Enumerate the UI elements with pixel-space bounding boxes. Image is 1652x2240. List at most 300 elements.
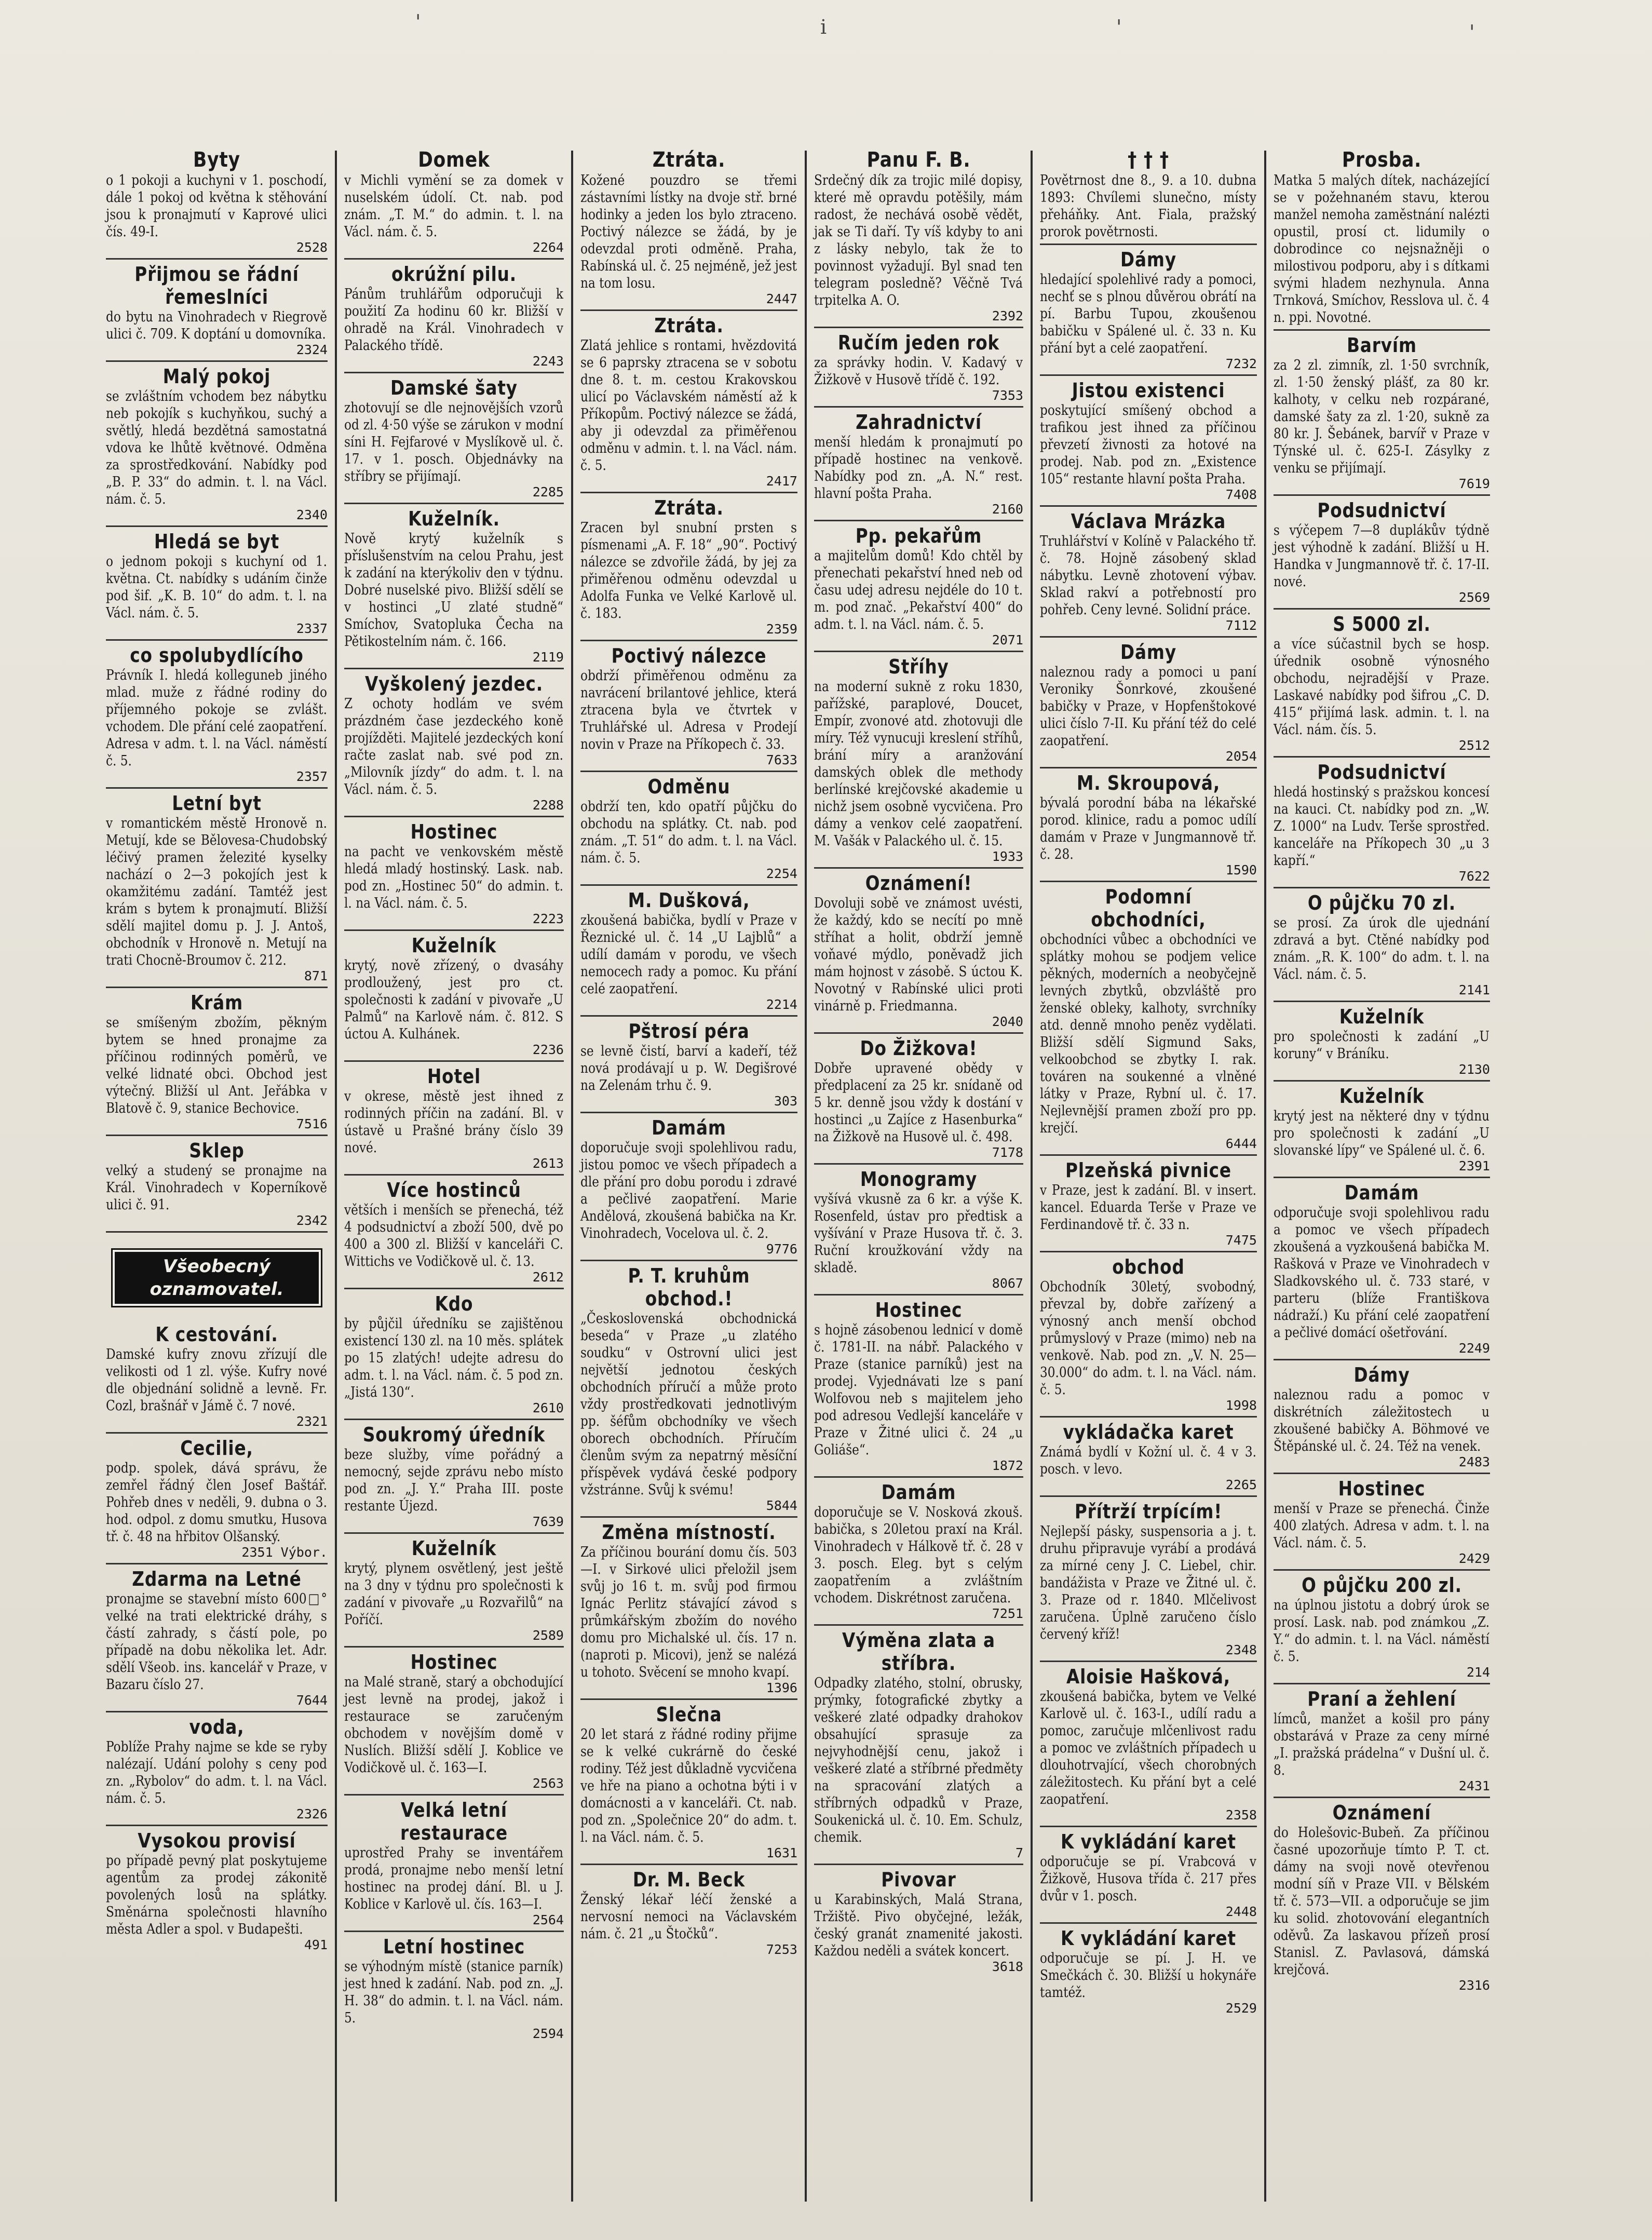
ad-code: 2528 (296, 240, 328, 255)
ad-heading: Ztráta. (652, 148, 726, 172)
classified-ad (814, 411, 1023, 521)
ad-body: naleznou rady a pomoci u paní Veroniky Šonrkové, zkoušené babičky v Praze, v Hopfenštokové ulici číslo 7-II. Ku přání též do celé zaopatření. (1040, 664, 1256, 749)
ad-body: Obchodník 30letý, svobodný, převzal by, dobře zařízený a výnosný anch menší obchod průmyslový v Praze (mimo) neb na venkově. Nab. pod zn. „V. N. 25—30.000“ do adm. t. l. na Václ. nám. č. 5. (1040, 1279, 1256, 1398)
ad-body: o 1 pokoji a kuchyni v 1. poschodí, dále 1 pokoj od května k stěhování jsou k pronajmutí v Kaprové ulici čís. 49-I. (106, 172, 327, 240)
ad-body: „Československá obchodnická beseda“ v Praze „u zlatého soudku“ v Ostrovní ulici jest největší jednotou českých obchodních příručí a může proto vždy prostředkovati jednotlivým pp. šéfům obchodníky ve všech oborech obchodních. Příručím členům svým za nepatrný měsíční příspěvek vydává české podpory vžstránne. Svůj k svému! (580, 1311, 797, 1498)
classified-ad (1040, 379, 1257, 507)
ad-body: by půjčil úředníku se zajištěnou existencí 130 zl. na 10 měs. splátek po 15 zlatých! udejte adresu do adm. t. l. na Václ. nám. č. 5 pod zn. „Jistá 130“. (344, 1316, 563, 1400)
classified-ad (1274, 148, 1490, 331)
ad-body: hledá hostinský s pražskou koncesí na kauci. Ct. nabídky pod zn. „W. Z. 1000“ na Ludv. Terše sprostřed. kanceláře na Příkopech 30 „u 3 kapří.“ (1274, 784, 1489, 869)
ad-body: se prosí. Za úrok dle ujednání zdravá a byt. Ctěné nabídky pod znám. „R. K. 100“ do adm. t. l. na Václ. nám. č. 5. (1274, 915, 1489, 982)
classified-ad (1040, 148, 1257, 245)
ad-code: 2357 (296, 769, 328, 784)
ad-heading: Zdarma na Letné (132, 1568, 302, 1590)
ad-body: Právník I. hledá kolleguneb jiného mlad. muže z řádné rodiny do příjemného pokoje se zvlášt. vchodem. Dle přání celé zaopatření. Adresa v adm. t. l. na Václ. náměstí č. 5. (106, 667, 327, 769)
classified-ad (1274, 1005, 1490, 1082)
ad-heading: Dámy (1120, 248, 1176, 271)
ad-heading: † † † (1128, 148, 1169, 172)
classified-ad (1274, 1364, 1490, 1474)
classified-ad (1274, 613, 1490, 758)
ad-code: 7232 (1225, 356, 1257, 371)
classified-ad (814, 1629, 1023, 1865)
classified-ad (1274, 1801, 1490, 1996)
ad-body: Známá bydlí v Kožní ul. č. 4 v 3. posch. v levo. (1040, 1444, 1256, 1477)
classified-ad (344, 376, 564, 504)
classified-ad (1274, 892, 1490, 1002)
ad-heading: Dámy (1353, 1364, 1410, 1386)
ad-heading: Kuželník (411, 934, 497, 957)
ad-code: 7639 (532, 1514, 564, 1529)
ad-heading: Ztráta. (654, 496, 724, 519)
ad-body: v okrese, městě jest ihned z rodinných příčin na zadání. Bl. v ústavě u Prašné brány číslo 39 nové. (344, 1088, 563, 1156)
ad-body: v romantickém městě Hronově n. Metují, kde se Bělovesa-Chudobský léčivý pramen železité kyselky nachází o 2—3 pokojích jest k okamžitému zadání. Tamtéž jest krám s bytem k pronajmutí. Bližší sdělí majitel domu p. J. J. Antoš, obchodník v Hronově n. Metují na trati Chocně-Broumov č. 212. (106, 815, 327, 968)
ad-heading: Podsudnictví (1317, 761, 1446, 784)
ad-body: podp. spolek, dává správu, že zemřel řádný člen Josef Baštář. Pohřeb dnes v neděli, 9. dubna o 3. hod. odpol. z domu smutku, Husova tř. č. 48 na hřbitov Olšanský. (106, 1460, 327, 1545)
ad-body: Za příčinou bourání domu čís. 503—I. v Sirkové ulici přeložil jsem svůj jo 16 t. m. svůj pod firmou Ignác Perlitz stávající závod s průmkářským zbožím do nového domu pro Michalské ul. čís. 17 n. (naproti p. Micovi), jenž se nalézá u tohoto. Svěcení se mnoho kvapí. (580, 1544, 797, 1680)
ad-body: Dobře upravené obědy v předplacení za 25 kr. snídaně od 5 kr. denně jsou vždy k dostání v hostinci „u Zajíce z Hasenburka“ na Žižkově na Husově ul. č. 498. (814, 1060, 1023, 1145)
ad-body: beze služby, víme pořádný a nemocný, sejde zprávu nebo místo pod zn. „J. Y.“ Praha III. poste restante Újezd. (344, 1447, 563, 1514)
classified-ad (344, 1292, 564, 1420)
ad-code: 2429 (1458, 1551, 1490, 1566)
margin-mark: ' (415, 10, 421, 33)
ad-body: uprostřed Prahy se inventářem prodá, pronajme nebo menší letní hostinec na prodej dání. Bl. u J. Koblice v Karlově ul. čís. 163—I. (344, 1845, 563, 1912)
classified-ad (580, 148, 797, 311)
ad-code: 2610 (532, 1400, 564, 1415)
classified-ad (344, 672, 564, 817)
classified-ad (1040, 1256, 1257, 1418)
ad-heading: obchod (1112, 1256, 1185, 1278)
ad-heading: Vyškolený jezdec. (364, 672, 544, 695)
ad-code: 2264 (532, 240, 564, 255)
ad-code: 2321 (296, 1414, 328, 1429)
classified-ad (580, 775, 797, 886)
ad-heading: Malý pokoj (163, 365, 271, 388)
ad-code: 1396 (766, 1680, 797, 1695)
classified-ad (1040, 1927, 1257, 2019)
ad-code: 8067 (992, 1276, 1023, 1291)
ad-heading: Soukromý úředník (362, 1423, 546, 1446)
ad-code: 7253 (766, 1942, 797, 1957)
ad-code: 2358 (1225, 1807, 1257, 1823)
ad-code: 7475 (1225, 1233, 1257, 1248)
ad-body: a majitelům domů! Kdo chtěl by přenechati pekařství hned neb od času udej adresu nejdéle do 10 t. m. pod znač. „Pekařství 400“ do adm. t. l. na Václ. nám. č. 5. (814, 548, 1023, 632)
classified-ad (106, 644, 328, 789)
ad-heading: Přijmou se řádní řemeslníci (134, 263, 299, 308)
classified-ad (106, 1139, 328, 1233)
ad-code: 2447 (766, 291, 797, 306)
classified-ad (106, 1829, 328, 1955)
classified-ad (344, 1537, 564, 1648)
ad-body: Poblíže Prahy najme se kde se ryby nalézají. Udání polohy s ceny pod zn. „Rybolov“ do adm. t. l. na Václ. nám. č. 5. (106, 1739, 327, 1806)
ad-body: se výhodným místě (stanice parník) jest hned k zadání. Nab. pod zn. „J. H. 38“ do admin. t. l. na Václ. nám. 5. (344, 1959, 563, 2026)
ad-heading: Více hostinců (387, 1179, 521, 1202)
ad-code: 2254 (766, 866, 797, 881)
ad-body: odporučuje se pí. Vrabcová v Žižkově, Husova třída č. 217 přes dvůr v 1. posch. (1040, 1854, 1256, 1904)
ad-heading: Letní byt (172, 792, 262, 815)
classified-ad (344, 934, 564, 1062)
classified-ad (344, 1065, 564, 1176)
ad-code: 2243 (532, 354, 564, 369)
ad-heading: K cestování. (155, 1323, 278, 1346)
classified-ad (1040, 1421, 1257, 1497)
ad-code: 2288 (532, 798, 564, 813)
ad-heading: Hostinec (1338, 1477, 1426, 1500)
column-3 (573, 148, 805, 2204)
ad-body: do Holešovic-Bubeň. Za příčinou časné upozorňuje tímto P. T. ct. dámy na svoji nově otevřenou modní síň v Praze VII. v Bělském tř. č. 573—VII. a odporučuje se jim ku solid. zhotovování elegantních oděvů. Za laskavou přízeň prosí Stanisl. Z. Pavlasová, dámská krejčová. (1274, 1825, 1489, 1978)
ad-code: 2483 (1458, 1454, 1490, 1469)
ad-code: 2214 (766, 997, 797, 1012)
classified-ad (580, 1521, 797, 1700)
ad-heading: Hledá se byt (154, 530, 280, 553)
ad-body: na pacht ve venkovském městě hledá mladý hostinský. Lask. nab. pod zn. „Hostinec 50“ do admin. t. l. na Václ. nám. č. 5. (344, 844, 563, 911)
column-1 (99, 148, 335, 2204)
ad-code: 491 (304, 1937, 328, 1952)
ad-code: 2359 (766, 622, 797, 637)
ad-body: s výčepem 7—8 duplákův týdně jest výhodně k zadání. Bližší u H. Handka v Jungmannově tř. č. 17-II. nové. (1274, 522, 1489, 590)
ad-heading: Sklep (189, 1139, 245, 1162)
ad-code: 9776 (766, 1242, 797, 1257)
ad-heading: Výměna zlata a stříbra. (842, 1629, 995, 1675)
section-banner: Všeobecný oznamovatel. (111, 1248, 322, 1307)
classified-ad (580, 1264, 797, 1518)
classified-ad (106, 1437, 328, 1564)
ad-heading: Hostinec (875, 1299, 963, 1321)
classified-ad (814, 1299, 1023, 1478)
ad-body: krytý, nově zřízený, o dvasáhy prodloužený, jest pro ct. společnosti k zadání v pivovaře „U Palmů“ na Karlově nám. č. 812. S úctou A. Kulhánek. (344, 957, 563, 1042)
ad-body: naleznou radu a pomoc v diskrétních záležitostech u zkoušené babičky A. Böhmové ve Štěpánské ul. č. 24. Též na venek. (1274, 1387, 1489, 1454)
classified-ad (1274, 761, 1490, 888)
ad-heading: M. Dušková, (628, 889, 750, 912)
classified-ad (344, 1935, 564, 2044)
ad-code: 2351 Výbor. (241, 1545, 328, 1560)
classified-ad (814, 148, 1023, 328)
ad-heading: Krám (191, 991, 243, 1014)
ad-heading: Damám (1344, 1181, 1419, 1204)
ad-code: 2589 (532, 1628, 564, 1643)
ad-heading: Poctivý nálezce (611, 644, 767, 667)
ad-body: o jednom pokoji s kuchyní od 1. května. Ct. nabídky s udáním činže pod šif. „K. B. 10“ do adm. t. l. na Václ. nám. č. 5. (106, 554, 327, 621)
ad-code: 2612 (532, 1270, 564, 1285)
ad-heading: Prosba. (1342, 148, 1422, 172)
ad-body: hledající spolehlivé rady a pomoci, nechť se s plnou důvěrou obrátí na pí. Barbu Tupou, zkoušenou babičku v Spálené ul. č. 33 n. Ku přání byt a celé zaopatření. (1040, 272, 1256, 356)
ad-heading: okrúžní pilu. (391, 263, 517, 286)
ad-heading: K vykládání karet (1061, 1927, 1236, 1950)
classified-ad (1040, 641, 1257, 768)
classified-ad (106, 792, 328, 988)
ad-body: Odpadky zlatého, stolní, obrusky, prýmky, fotografické zbytky a veškeré zlaté odpadky drahokov obsahující sprasuje za nejvyhodnější cenu, jakož i veškeré zlaté a stříbrné předměty na spracování zlatých a stříbrných odpadků v Praze, Soukenická ul. č. 10. Em. Schulz, chemik. (814, 1675, 1023, 1845)
ad-code: 1590 (1225, 862, 1257, 878)
classified-ad (344, 507, 564, 669)
ad-code: 2119 (532, 650, 564, 665)
ad-body: 20 let stará z řádné rodiny přijme se k velké cukrárně do české rodiny. Též jest důkladně vycvičena ve hře na piano a ochotna býti i v domácnosti a v kanceláři. Ct. nab. pod zn. „Společnice 20“ do adm. t. l. na Václ. nám. č. 5. (580, 1726, 797, 1845)
ad-code: 7644 (296, 1693, 328, 1708)
classified-ad (106, 530, 328, 641)
ad-heading: Podsudnictví (1317, 499, 1446, 522)
ad-body: obdrží ten, kdo opatří půjčku do obchodu na splátky. Ct. nab. pod znám. „T. 51“ do adm. t. l. na Václ. nám. č. 5. (580, 799, 797, 866)
top-margin (0, 0, 1652, 119)
ad-code: 1933 (992, 849, 1023, 864)
classified-ad (106, 991, 328, 1136)
classified-ad (580, 1868, 797, 1960)
ad-body: Damské kufry znovu zřízují dle velikosti od 1 zl. výše. Kufry nové dle objednání solidně a levně. Fr. Cozl, brašnář v Jámě č. 7 nové. (106, 1346, 327, 1414)
column-4 (807, 148, 1031, 2204)
ad-code: 1631 (766, 1845, 797, 1860)
classified-ad (580, 496, 797, 641)
classified-ad (1274, 1181, 1490, 1360)
ad-code: 2569 (1458, 590, 1490, 605)
ad-heading: Damám (652, 1116, 726, 1139)
ad-code: 2285 (532, 484, 564, 500)
ad-body: menší v Praze se přenechá. Činže 400 zlatých. Adresa v adm. t. l. na Václ. nám. č. 5. (1274, 1501, 1489, 1551)
ad-heading: K vykládání karet (1061, 1830, 1236, 1853)
classified-ad (1040, 885, 1257, 1156)
ad-body: obdrží přiměřenou odměnu za navrácení brilantové jehlice, která ztracena byla ve čtvrtek v Truhlářské ul. Adresa v Prodejí novin v Praze na Příkopech č. 33. (580, 668, 797, 752)
classified-ad (1040, 1500, 1257, 1662)
margin-mark: ' (1116, 16, 1122, 38)
ad-heading: Kuželník (1339, 1085, 1425, 1108)
ad-heading: Do Žižkova! (860, 1037, 978, 1060)
ad-heading: Hostinec (410, 1651, 498, 1674)
ad-code: 2160 (992, 502, 1023, 517)
ad-heading: Jistou existenci (1072, 379, 1225, 402)
ad-code: 2326 (296, 1806, 328, 1821)
ad-code: 1872 (992, 1458, 1023, 1473)
ad-code: 2316 (1458, 1978, 1490, 1993)
classified-ad (580, 644, 797, 772)
ad-heading: Kuželník. (408, 507, 500, 530)
classified-ad (344, 820, 564, 931)
ad-heading: voda, (189, 1716, 245, 1738)
ad-body: v Michli vymění se za domek v nuselském údolí. Ct. nab. pod znám. „T. M.“ do admin. t. l. na Václ. nám. č. 5. (344, 172, 563, 240)
ad-body: menší hledám k pronajmutí po případě hostinec na venkově. Nabídky pod zn. „A. N.“ rest. hlavní pošta Praha. (814, 434, 1023, 502)
ad-body: obchodníci vůbec a obchodníci ve splátky mohou se podjem velice pěkných, moderních a neobyčejně levných zbytků, obzvláště pro ženské obleky, kalhoty, svrchníky atd. denně mnoho peněz vydělati. Bližší sdělí Sigmund Saks, velkoobchod se zbytky I. rak. továren na soukenné a vlněné látky v Praze, Rybní ul. č. 17. Nejlevnější pramen zboží pro pp. krejčí. (1040, 932, 1256, 1136)
classified-ad (814, 524, 1023, 652)
ad-code: 2431 (1458, 1778, 1490, 1793)
ad-body: krytý jest na některé dny v týdnu pro společnosti k zadání „U slovanské lípy“ ve Spálené ul. č. 6. (1274, 1108, 1489, 1158)
ad-code: 2340 (296, 507, 328, 522)
ad-code: 2071 (992, 632, 1023, 647)
ad-code: 7619 (1458, 476, 1490, 491)
ad-body: zkoušená babička, bytem ve Velké Karlově ul. č. 163-I., udílí radu a pomoc, zaručuje mlčenlivost radu a pomoc ve zvláštních případech u dlouhotrvající, všech chorobných záležitostech. Ku přání byt a celé zaopatření. (1040, 1689, 1256, 1807)
ad-code: 2223 (532, 911, 564, 926)
ad-body: za 2 zl. zimník, zl. 1·50 svrchník, zl. 1·50 ženský plášť, za 80 kr. kalhoty, v celku neb rozpárané, damské šaty za zl. 1·20, sukně za 80 kr. J. Šebánek, barvíř v Praze v Týnské ul. č. 625-I. Zásylky z venku se přijímají. (1274, 357, 1489, 476)
ad-code: 2236 (532, 1042, 564, 1057)
ad-heading: Dámy (1120, 641, 1176, 664)
ad-body: krytý, plynem osvětlený, jest ještě na 3 dny v týdnu pro společnosti k zadání v pivovaře „u Rozvařilů“ na Poříčí. (344, 1560, 563, 1628)
ad-heading: Stříhy (888, 655, 949, 678)
ad-code: 2594 (532, 2026, 564, 2041)
classified-ad (1040, 1159, 1257, 1252)
classified-ad (1040, 510, 1257, 638)
ad-body: Srdečný dík za trojic milé dopisy, které mě opravdu potěšily, mám radost, že nechává osobě vědět, jak se Ti daří. Ty víš kdyby to ani z lásky nebylo, tak že to povinnost vyžadují. Byl snad ten telegram posledně? Věčně Tvá trpitelka A. O. (814, 172, 1023, 308)
ad-heading: Přítrží trpícím! (1074, 1500, 1223, 1523)
ad-heading: Podomní obchodníci, (1091, 885, 1206, 931)
ad-code: 7112 (1225, 618, 1257, 633)
classified-ad (1274, 334, 1490, 496)
ad-code: 2613 (532, 1156, 564, 1171)
ad-heading: Kuželník (411, 1537, 497, 1560)
ad-heading: M. Skroupová, (1076, 772, 1221, 794)
ad-code: 2265 (1225, 1477, 1257, 1492)
ad-body: límců, manžet a košil pro pány obstarává v Praze za ceny mírné „I. pražská prádelna“ v Dušní ul. č. 8. (1274, 1711, 1489, 1778)
classified-ad (1040, 772, 1257, 882)
ad-body: Nejlepší pásky, suspensoria a j. t. druhu připravuje vyrábí a prodává za mírné ceny J. C. Liebel, chir. bandážista v Praze ve Žitné ul. č. 3. Praze od r. 1840. Mlčelivost zaručena. Úplně zaručeno číslo červený kříž! (1040, 1523, 1256, 1642)
ad-code: 2130 (1458, 1062, 1490, 1077)
ad-body: Matka 5 malých dítek, nacházející se v požehnaném stavu, kterou manžel nemoha zaměstnání nalézti opustil, prosí ct. lidumily o dobrodince co nejsnažněji o milostivou podporu, aby i s dítkami svými hladem nezhynula. Anna Trnková, Smíchov, Resslova ul. č. 4 n. ppi. Novotné. (1274, 172, 1489, 326)
ad-code: 2529 (1225, 2001, 1257, 2016)
ad-code: 5844 (766, 1498, 797, 1513)
ad-heading: Václava Mrázka (1071, 510, 1226, 533)
ad-heading: Oznámení (1332, 1801, 1431, 1824)
ad-code: 214 (1466, 1665, 1490, 1680)
ad-body: na moderní sukně z roku 1830, pařížské, paraplové, Doucet, Empír, zvonové atd. zhotovuji dle míry. Též vynucuji kreslení stříhů, brání míry a aranžování damských oblek dle methody berlínské krejčovské akademie u nichž jsem osobně vycvičena. Pro dámy a venkov celé zaopatření. M. Vašák v Palackého ul. č. 15. (814, 679, 1023, 849)
ad-heading: Plzeňská pivnice (1065, 1159, 1231, 1182)
ad-code: 2564 (532, 1912, 564, 1927)
classified-ad (814, 331, 1023, 408)
classified-ad (1274, 1085, 1490, 1178)
ad-body: na Malé straně, starý a obchodující jest levně na prodej, jakož i restaurace se zaručeným obchodem v novějším domě v Nuslích. Bližší sdělí J. Koblice ve Vodičkově ul. č. 163—I. (344, 1674, 563, 1776)
ad-body: Truhlářství v Kolíně v Palackého tř. č. 78. Hojně zásobený sklad nábytku. Levně zhotovení výbav. Sklad rakví a potřebností pro pohřeb. Ceny levné. Solidní práce. (1040, 533, 1256, 618)
classified-ad (106, 148, 328, 260)
ad-code: 303 (774, 1094, 797, 1109)
ad-body: vyšívá vkusně za 6 kr. a výše K. Rosenfeld, ústav pro předtisk a vyšívání v Praze Husova tř. č. 3. Ruční kroužkování vždy na skladě. (814, 1191, 1023, 1276)
ad-heading: Byty (193, 148, 240, 172)
ad-heading: Aloisie Hašková, (1066, 1665, 1231, 1688)
classified-ad (106, 1323, 328, 1434)
ad-heading: Pštrosí péra (628, 1020, 750, 1043)
classified-ad (1274, 1477, 1490, 1571)
column-2 (337, 148, 571, 2204)
classified-ad (1040, 248, 1257, 376)
ad-body: se zvláštním vchodem bez nábytku neb pokojík s kuchyňkou, suchý a světlý, hledá bezdětná samostatná vdova ke lhůtě květnové. Odměna za sprostředkování. Nabídky pod „B. P. 33“ do admin. t. l. na Václ. nám. č. 5. (106, 388, 327, 507)
ad-heading: S 5000 zl. (1333, 613, 1431, 636)
classified-ad (106, 1568, 328, 1712)
ad-code: 7353 (992, 388, 1023, 403)
ad-body: Povětrnost dne 8., 9. a 10. dubna 1893: Chvílemi slunečno, místy přeháňky. Ant. Fiala, pražský prorok povětrnosti. (1040, 172, 1256, 240)
ad-heading: Hotel (427, 1065, 481, 1088)
ad-heading: Kuželník (1339, 1005, 1425, 1028)
ad-code: 7516 (296, 1116, 328, 1131)
ad-body: bývalá porodní bába na lékařské porod. klinice, radu a pomoc udílí damám v Praze v Jungmannově tř. č. 28. (1040, 795, 1256, 862)
ad-body: velký a studený se pronajme na Král. Vinohradech v Koperníkově ulici č. 91. (106, 1163, 327, 1213)
ad-heading: Damské šaty (390, 376, 518, 399)
ad-heading: Hostinec (410, 820, 498, 843)
ad-heading: Barvím (1347, 334, 1417, 357)
ad-heading: Praní a žehlení (1307, 1688, 1456, 1710)
ad-heading: Ztráta. (654, 314, 724, 337)
ad-code: 7622 (1458, 869, 1490, 884)
ad-heading: Dr. M. Beck (632, 1868, 746, 1891)
ad-code: 3618 (992, 1959, 1023, 1974)
classified-ad (814, 1037, 1023, 1165)
ad-heading: Odměnu (647, 775, 730, 798)
ad-heading: Letní hostinec (383, 1935, 525, 1958)
ad-body: po případě pevný plat poskytujeme agentům za prodej zákonitě povolených losů na splátky. Směnárna společnosti hlavního města Adler a spol. v Budapešti. (106, 1853, 327, 1937)
ad-heading: Vysokou provisí (138, 1829, 296, 1852)
ad-code: 2348 (1225, 1642, 1257, 1657)
classified-ad (344, 1423, 564, 1534)
ad-body: a více súčastnil bych se hosp. úřednik osobně výnosného obchodu, nejradější v Praze. Laskavé nabídky pod šifrou „C. D. 415“ přijímá lask. admin. t. l. na Václ. nám. čís. 5. (1274, 636, 1489, 738)
ad-heading: O půjčku 200 zl. (1302, 1574, 1462, 1597)
ad-body: u Karabinských, Malá Strana, Tržiště. Pivo obyčejné, ležák, český granát znamenité jakosti. Každou neděli a svátek koncert. (814, 1892, 1023, 1959)
classified-ad (344, 263, 564, 373)
ad-body: odporučuje se pí. J. H. ve Smečkách č. 30. Bližší u hokynáře tamtéž. (1040, 1950, 1256, 2001)
ad-heading: Pivovar (881, 1868, 956, 1891)
ad-code: 2337 (296, 621, 328, 636)
ad-heading: Cecilie, (180, 1437, 253, 1460)
ad-body: na úplnou jistotu a dobrý úrok se prosí. Lask. nab. pod známkou „Z. Y.“ do admin. t. l. na Václ. náměstí č. 5. (1274, 1597, 1489, 1665)
ad-heading: Slečna (656, 1703, 722, 1726)
ad-body: Nově krytý kuželník s příslušenstvím na celou Prahu, jest k zadání na kterýkoliv den v týdnu. Dobré nuselské pivo. Bližší sdělí se v hostinci „U zlaté studně“ Smíchov, Svatopluka Čecha na Pětikostelním nám. č. 166. (344, 531, 563, 650)
ad-body: do bytu na Vinohradech v Riegrově ulici č. 709. K doptání u domovníka. (106, 309, 327, 342)
ad-body: Dovoluji sobě ve známost uvésti, že každý, kdo se necítí po mně stříhat a holit, obdrží jemně voňavé mýdlo, poněvadž jich mám hojnost v zásobě. S úctou K. Novotný v Rabínské ulici proti vinárně p. Friedmanna. (814, 895, 1023, 1014)
ad-code: 871 (304, 968, 328, 983)
ad-heading: Změna místností. (602, 1521, 776, 1544)
classified-ad (106, 1716, 328, 1826)
ad-body: doporučuje svoji spolehlivou radu, jistou pomoc ve všech případech a dle přání pro dobu porodu i zdravé a pečlivé zaopatření. Marie Andělová, zkoušená babička na Kr. Vinohradech, Vocelova ul. č. 2. (580, 1140, 797, 1242)
ad-body: s hojně zásobenou lednicí v domě č. 1781-II. na nábř. Palackého v Praze (stanice parníků) jest na prodej. Vyjednávati lze s paní Wolfovou neb s majitelem jeho pod adresou Vedlejší kanceláře v Praze v Žitné ulici č. 24 „u Goliáše“. (814, 1322, 1023, 1458)
ad-code: 2040 (992, 1014, 1023, 1029)
classified-ad (580, 1703, 797, 1865)
classified-ad (1274, 1688, 1490, 1798)
ad-code: 2054 (1225, 749, 1257, 764)
ad-body: se smíšeným zbožím, pěkným bytem se hned pronajme za příčinou rodinných poměrů, ve velké lidnaté obci. Obchod jest výtečný. Bližší ul Ant. Jeřábka v Blatově č. 9, stanice Bechovice. (106, 1015, 327, 1116)
ad-body: v Praze, jest k zadání. Bl. v insert. kancel. Eduarda Terše v Praze ve Ferdinandově tř. č. 33 n. (1040, 1182, 1256, 1233)
column-6 (1266, 148, 1497, 2204)
ad-body: Pánům truhlářům odporučuji k použití Za hodinu 60 kr. Bližší v ohradě na Král. Vinohradech v Palackého třídě. (344, 286, 563, 354)
ad-code: 2324 (296, 342, 328, 357)
ad-heading: vykládačka karet (1063, 1421, 1234, 1443)
classified-ad (814, 1168, 1023, 1296)
classified-ad (344, 1179, 564, 1289)
ad-code: 2448 (1225, 1904, 1257, 1919)
classified-ad (814, 1868, 1023, 1977)
classified-ad (814, 872, 1023, 1034)
classified-ad (814, 655, 1023, 869)
ad-heading: Monogramy (860, 1168, 978, 1191)
ad-code: 2417 (766, 474, 797, 489)
ad-code: 2392 (992, 308, 1023, 323)
ad-body: doporučuje se V. Nosková zkouš. babička, s 20letou praxí na Král. Vinohradech v Hálkově tř. č. 28 v 3. posch. Eleg. byt s celým zaopatřením a zvláštním vchodem. Diskrétnost zaručena. (814, 1504, 1023, 1606)
column-5 (1033, 148, 1264, 2204)
ad-code: 2342 (296, 1213, 328, 1228)
ad-body: Zracen byl snubní prsten s písmenami „A. F. 18“ „90“. Poctivý nálezce se zdvořile žádá, by jej za přiměřenou odměnu odevzdal u Adolfa Funka ve Velké Karlově ul. č. 183. (580, 520, 797, 622)
ad-body: poskytující smíšený obchod a trafikou jest ihned za příčinou převzetí živnosti za hotové na prodej. Nab. pod zn. „Existence 105“ restante hlavní pošta Praha. (1040, 402, 1256, 487)
classified-ad (580, 1020, 797, 1113)
ad-heading: Oznámení! (865, 872, 972, 895)
ad-code: 7633 (766, 752, 797, 767)
ad-code: 2249 (1458, 1341, 1490, 1356)
ad-body: pronajme se stavební místo 600□° velké na trati elektrické dráhy, s částí zahrady, s částí pole, po případě na dobu několika let. Adr. sdělí Všeob. ins. kancelář v Praze, v Bazaru číslo 27. (106, 1591, 327, 1693)
ad-heading: O půjčku 70 zl. (1307, 892, 1456, 914)
classified-ad (580, 889, 797, 1017)
ad-heading: Domek (418, 148, 490, 172)
classified-ad (106, 263, 328, 362)
classified-ad (344, 148, 564, 260)
ad-heading: Pp. pekařům (855, 524, 982, 547)
ad-code: 7178 (992, 1145, 1023, 1160)
classified-ad (814, 1481, 1023, 1626)
ad-heading: Panu F. B. (866, 148, 971, 172)
ad-body: zhotovují se dle nejnovějších vzorů od zl. 4·50 výše se zárukon v modní síni H. Fejfarové v Myslíkově ul. č. 17. v 1. posch. Objednávky na stříbry se přijímají. (344, 400, 563, 484)
classified-ad (1040, 1665, 1257, 1827)
ad-body: větších i menších se přenechá, též 4 podsudnictví a zboží 500, dvě po 400 a 300 zl. Bližší v kanceláři C. Wittichs ve Vodičkově ul. č. 13. (344, 1202, 563, 1270)
ad-body: Zlatá jehlice s rontami, hvězdovitá se 6 paprsky ztracena se v sobotu dne 8. t. m. cestou Krakovskou ulicí po Václavském náměstí až k Příkopům. Poctivý nálezce se žádá, aby ji odevzdal za přiměřenou odměnu v admin. t. l. na Václ. nám. č. 5. (580, 338, 797, 474)
ad-heading: Zahradnictví (856, 411, 982, 434)
ad-body: Kožené pouzdro se třemi zástavními lístky na dvoje stř. brné hodinky a jeden los bylo ztraceno. Poctivý nálezce se žádá, by je odevzdal proti odměně. Praha, Rabínská ul. č. 25 nejméně, jež jest na tom losu. (580, 172, 797, 291)
ad-code: 2512 (1458, 738, 1490, 753)
ad-code: 2391 (1458, 1158, 1490, 1173)
